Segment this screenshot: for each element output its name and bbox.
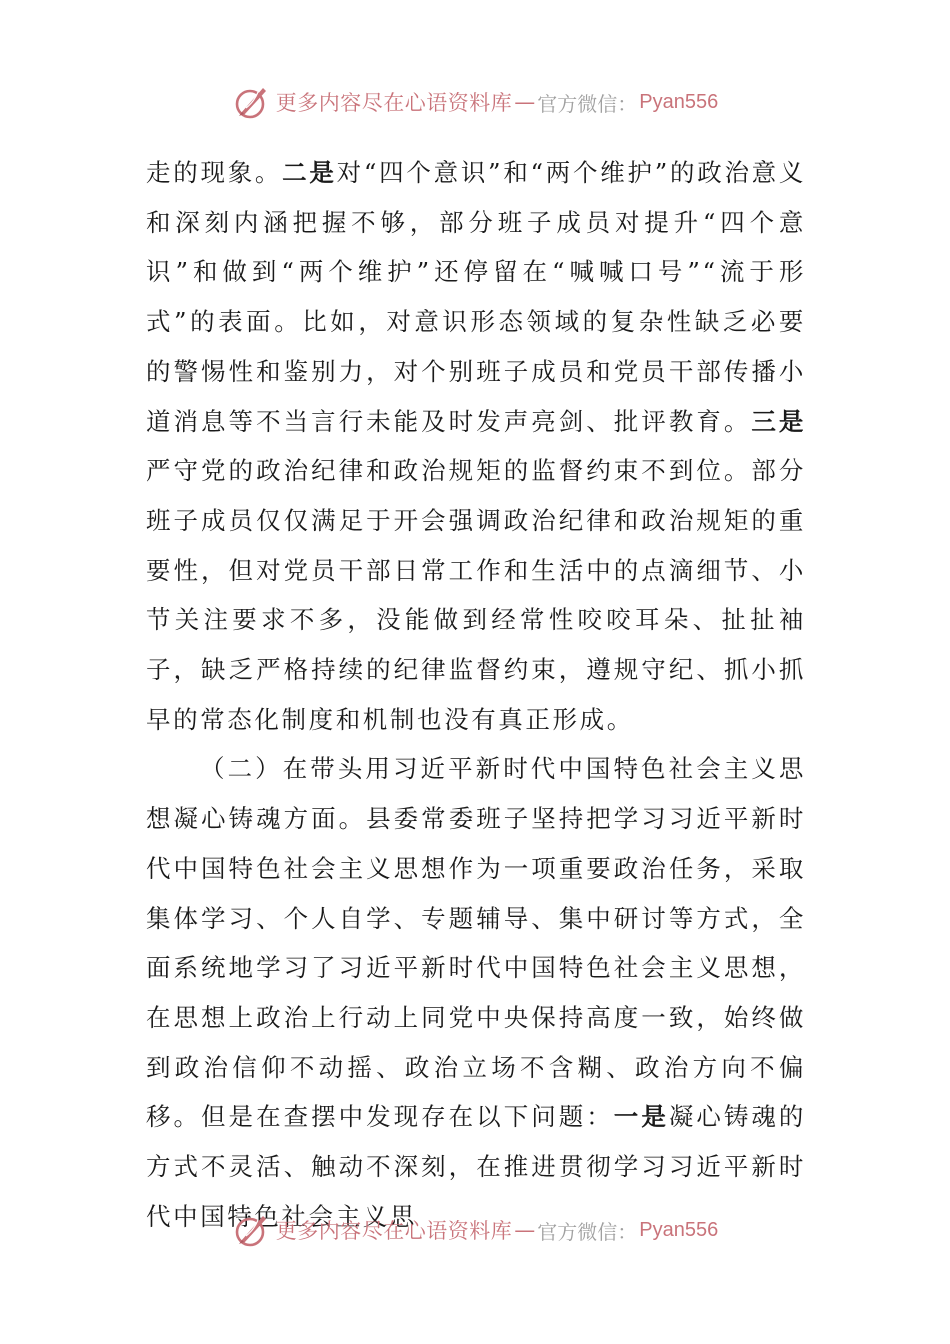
text-segment: 凝心铸魂的方式不灵活、触动不深刻，在推进贯彻学习习近平新时代中国特色社会主义思 [146, 1102, 807, 1231]
text-segment: 严守党的政治纪律和政治规矩的监督约束不到位。部分班子成员仅仅满足于开会强调政治纪律和政治规矩的重要性，但对党员干部日常工作和生活中的点滴细节、小节关注要求不多，没能做到经常性咬咬耳朵、扯扯袖子，缺乏严格持续的纪律监督约束，遵规守纪、抓小抓早的常态化制度和机制也没有真正形成。 [146, 456, 806, 734]
text-segment: 县委常委班子坚持把学习习近平新时代中国特色社会主义思想作为一项重要政治任务，采取集体学习、个人自学、专题辅导、集中研讨等方式，全面系统地学习了习近平新时代中国特色社会主义思想，在思想上政治上行动上同党中央保持高度一致，始终做到政治信仰不动摇、政治立场不含糊、政治方向不偏移。但是在查摆中发现存在以下问题： [146, 804, 806, 1132]
banner-wechat-id: Pyan556 [639, 90, 719, 113]
paragraph-continuation [146, 148, 806, 744]
text-segment: 走的现象。 [146, 158, 283, 187]
section-heading: （二）在带头用习近平新时代中国特色社会主义思想凝心铸魂方面。 [146, 754, 806, 834]
quill-logo-icon [232, 1210, 272, 1250]
text-segment: 对“四个意识”和“两个维护”的政治意义和深刻内涵把握不够，部分班子成员对提升“四个意识”和做到“两个维护”还停留在“喊喊口号”“流于形式”的表面。比如，对意识形态领域的复杂性缺乏必要的警惕性和鉴别力，对个别班子成员和党员干部传播小道消息等不当言行未能及时发声亮剑、批评教育。 [146, 158, 807, 436]
banner-main-text: 更多内容尽在心语资料库 [275, 91, 513, 115]
emphasis-er-shi: 二是 [282, 158, 337, 187]
banner-main-text: 更多内容尽在心语资料库 [275, 1219, 513, 1243]
banner-label: 官方微信： [537, 1219, 638, 1244]
banner-wechat-id: Pyan556 [639, 1218, 719, 1241]
header-watermark-banner [0, 80, 950, 124]
document-body [146, 148, 806, 1241]
paragraph-section-two [146, 744, 806, 1241]
quill-logo-icon [232, 82, 272, 122]
footer-watermark-banner [0, 1208, 950, 1252]
banner-separator: — [514, 90, 536, 114]
emphasis-san-shi: 三是 [751, 406, 806, 436]
banner-label: 官方微信： [537, 91, 638, 116]
emphasis-yi-shi: 一是 [613, 1102, 669, 1132]
banner-separator: — [514, 1218, 536, 1242]
